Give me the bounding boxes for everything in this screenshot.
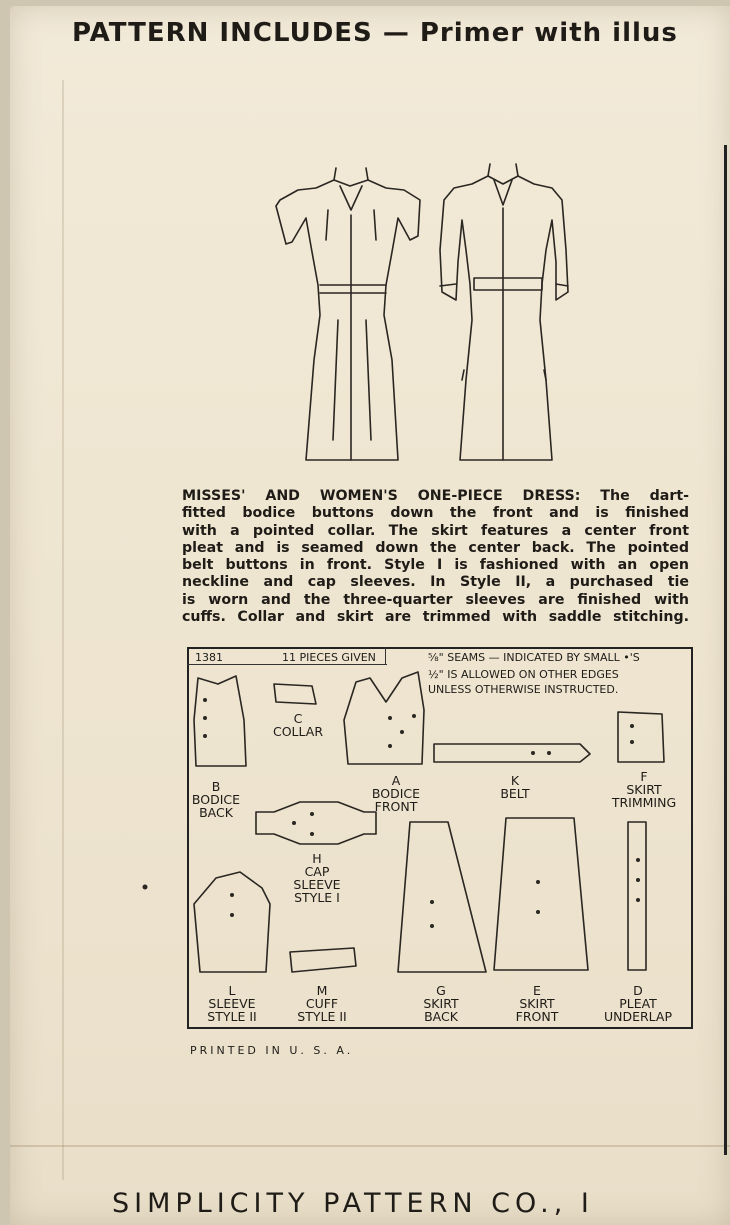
description-line: belt buttons in front. Style I is fashioned with an open xyxy=(182,557,689,574)
printed-in-usa: PRINTED IN U. S. A. xyxy=(190,1044,354,1057)
piece-a-label: A BODICE FRONT xyxy=(371,773,421,814)
piece-h-label: H CAP SLEEVE STYLE I xyxy=(293,851,341,905)
seam-note-line2: ½" IS ALLOWED ON OTHER EDGES xyxy=(428,668,619,681)
seam-note-line1: ⅝" SEAMS — INDICATED BY SMALL •'S xyxy=(428,651,640,664)
description-line: is worn and the three-quarter sleeves are finished with xyxy=(182,591,689,608)
description-line: MISSES' AND WOMEN'S ONE-PIECE DRESS: The dart- xyxy=(182,488,689,504)
piece-g-label: G SKIRT BACK xyxy=(423,983,459,1024)
publisher-footer: SIMPLICITY PATTERN CO., I xyxy=(112,1188,594,1219)
piece-a-shape xyxy=(344,672,424,764)
piece-c-label: C COLLAR xyxy=(272,711,324,739)
pieces-given: 11 PIECES GIVEN xyxy=(282,651,376,664)
piece-m-shape xyxy=(290,948,356,972)
piece-l-label: L SLEEVE STYLE II xyxy=(207,983,257,1024)
description-line: pleat and is seamed down the center back. The pointed xyxy=(182,539,689,556)
piece-c-shape xyxy=(274,684,316,704)
piece-d-label: D PLEAT UNDERLAP xyxy=(603,983,673,1024)
description-line: cuffs. Collar and skirt are trimmed with saddle stitching. xyxy=(182,609,689,626)
piece-f-label: F SKIRT TRIMMING xyxy=(611,769,677,810)
piece-b-shape xyxy=(194,676,246,766)
description-line: with a pointed collar. The skirt features a center front xyxy=(182,522,689,539)
piece-g-shape xyxy=(398,822,486,972)
pattern-number: 1381 xyxy=(195,651,223,664)
piece-b-label: B BODICE BACK xyxy=(191,779,241,820)
piece-h-shape xyxy=(256,802,376,844)
piece-d-shape xyxy=(628,822,646,970)
piece-l-shape xyxy=(194,872,270,972)
piece-f-shape xyxy=(618,712,664,762)
piece-e-shape xyxy=(494,818,588,970)
description-line: neckline and cap sleeves. In Style II, a purchased tie xyxy=(182,574,689,591)
piece-k-shape xyxy=(434,744,590,762)
seam-note-line3: UNLESS OTHERWISE INSTRUCTED. xyxy=(428,683,619,696)
piece-m-label: M CUFF STYLE II xyxy=(297,983,347,1024)
piece-e-label: E SKIRT FRONT xyxy=(515,983,559,1024)
description-line: fitted bodice buttons down the front and is finished xyxy=(182,505,689,522)
piece-k-label: K BELT xyxy=(500,773,530,801)
pattern-includes-header: PATTERN INCLUDES — Primer with illus xyxy=(72,18,678,48)
